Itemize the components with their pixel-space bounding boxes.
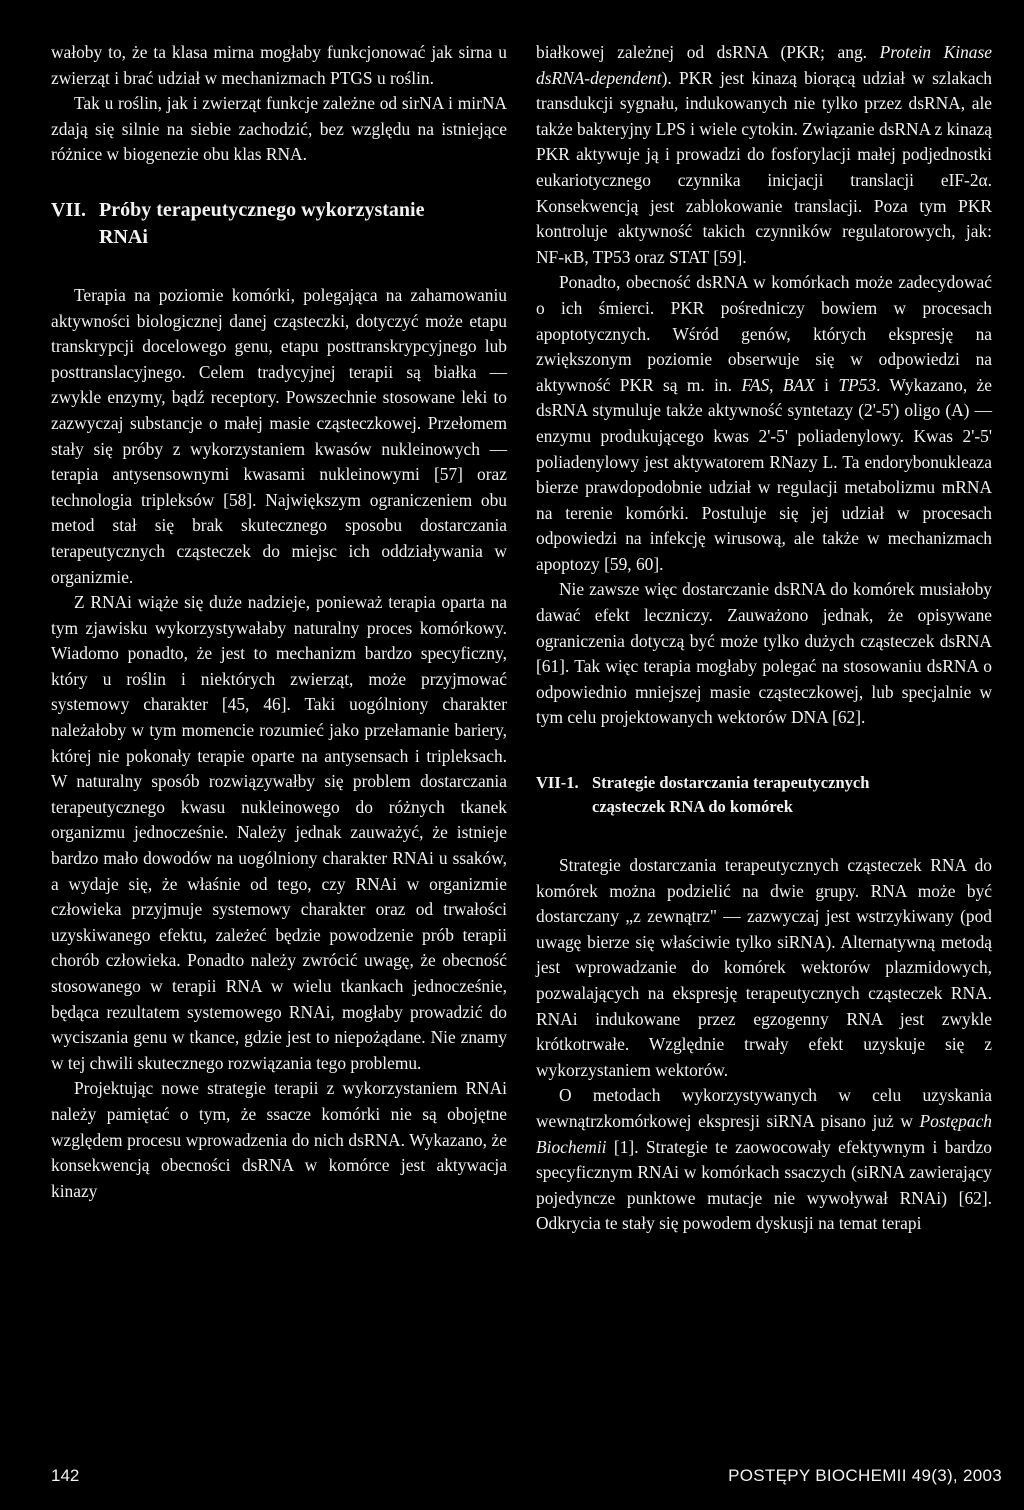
page-number: 142 (51, 1466, 80, 1485)
gene-name: FAS (741, 374, 770, 395)
subsection-title-line: Strategie dostarczania terapeutycznych (592, 773, 870, 793)
paragraph: Terapia na poziomie komórki, polegająca na zahamowaniu aktywności biologicznej danej cząsteczki, dotyczyć może etapu transkrypcji docelowego genu, etapu posttranskrypcyjnego lub posttranslacyjnego. Celem tradycyjnej terapii są białka — zwykle enzymy, bądź receptory. Powszechnie stosowane leki to zazwyczaj substancje o małej masie cząsteczkowej. Przełomem stały się próby z wykorzystaniem kwasów nukleinowych — terapia antysensownymi kwasami nukleinowymi [57] oraz technologia tripleksów [58]. Największym ograniczeniem obu metod stał się brak skutecznego sposobu dostarczania terapeutycznych cząsteczek do miejsc ich oddziaływania w organizmie. (51, 284, 507, 587)
text-run: Ponadto, obecność dsRNA w komórkach może zadecydować o ich śmierci. PKR pośredniczy bowiem w procesach apoptotycznych. Wśród genów, których ekspresję na zwiększonym poziomie obserwuje się w odpowiedzi na aktywność PKR są m. in. (536, 272, 992, 395)
paragraph (536, 1083, 992, 1237)
section-title-line: Próby terapeutycznego wykorzystanie (99, 198, 425, 221)
paragraph (536, 40, 992, 270)
paragraph: Projektując nowe strategie terapii z wykorzystaniem RNAi należy pamiętać o tym, że ssacze komórki nie są obojętne względem procesu wprowadzenia do nich dsRNA. Wykazano, że konsekwencją obecności dsRNA w komórce jest aktywacja kinazy (51, 1078, 507, 1201)
gene-name: TP53 (838, 374, 877, 395)
paragraph: Z RNAi wiąże się duże nadzieje, ponieważ terapia oparta na tym zjawisku wykorzystywałaby naturalny proces komórkowy. Wiadomo ponadto, że jest to mechanizm bardzo specyficzny, który u roślin i niektórych zwierząt, może przyjmować systemowy charakter [45, 46]. Taki uogólniony charakter należałoby w tym momencie rozumieć jako przełamanie bariery, której nie pokonały terapie oparte na antysensach i tripleksach. W naturalny sposób rozwiązywałby się problem dostarczania terapeutycznego kwasu nukleinowego do różnych tkanek organizmu jednocześnie. Należy jednak zauważyć, że istnieje bardzo mało dowodów na uogólniony charakter RNAi u ssaków, a wydaje się, że właśnie od tego, czy RNAi w organizmie człowieka przyjmuje systemowy charakter oraz od trwałości uzyskiwanego efektu, zależeć będzie powodzenie prób terapii chorób człowieka. Ponadto należy zwrócić uwagę, że obecność stosowanego w terapii RNA w wielu tkankach jednocześnie, będąca rezultatem systemowego RNAi, mogłaby prowadzić do wyciszania genu w tkance, gdzie jest to niepożądane. Nie znamy w tej chwili skutecznego rozwiązania tego problemu. (51, 592, 507, 1073)
journal-name: Postępach Biochemii (536, 1110, 992, 1157)
text-run: O metodach wykorzystywanych w celu uzyskania wewnątrzkomórkowej ekspresji siRNA pisano już w (536, 1085, 992, 1131)
gene-name: BAX (782, 374, 815, 395)
right-column (536, 40, 992, 1237)
text-run: ). PKR jest kinazą biorącą udział w szlakach transdukcji sygnału, indukowanych nie tylko przez dsRNA, ale także bakteryjny LPS i wiele cytokin. Związanie dsRNA z kinazą PKR aktywuje ją i prowadzi do fosforylacji małej podjednostki eukariotycznego czynnika inicjacji translacji eIF-2α. Konsekwencją jest zablokowanie translacji. Poza tym PKR kontroluje aktywność takich czynników regulatorowych, jak: NF-κB, TP53 oraz STAT [59]. (536, 67, 992, 267)
text-run: . Wykazano, że dsRNA stymuluje także aktywność syntetazy (2'-5') oligo (A) — enzymu produkującego kwas 2'-5' poliadenylowy. Kwas 2'-5' poliadenylowy jest aktywatorem RNazy L. Ta endorybonukleaza bierze prawdopodobnie udział w regulacji metabolizmu mRNA na terenie komórki. Postuluje się jej udział w procesach odpowiedzi na infekcję wirusową, ale także w mechanizmach apoptozy [59, 60]. (536, 374, 992, 574)
paragraph: Tak u roślin, jak i zwierząt funkcje zależne od sirNA i mirNA zdają się silnie na siebie zachodzić, bez względu na istniejące różnice w biogenezie obu klas RNA. (51, 93, 507, 165)
section-number: VII. (51, 198, 87, 221)
paragraph (536, 270, 992, 577)
text-run: [1]. Strategie te zaowocowały efektywnym i bardzo specyficznym RNAi w komórkach ssaczych (siRNA zawierający pojedyncze punktowe mutacje nie wywoływał RNAi) [62]. Odkrycia te stały się powodem dyskusji na temat terapi (536, 1136, 992, 1234)
page-footer (0, 1466, 1024, 1496)
italic-term: Protein Kinase dsRNA-dependent (536, 42, 992, 88)
text-run: i (814, 374, 839, 395)
section-title-line: RNAi (99, 225, 148, 248)
subsection-heading (536, 771, 992, 819)
paragraph: wałoby to, że ta klasa mirna mogłaby funkcjonować jak sirna u zwierząt i brać udział w mechanizmach PTGS u roślin. (51, 42, 507, 88)
paragraph: Nie zawsze więc dostarczanie dsRNA do komórek musiałoby dawać efekt leczniczy. Zauważono jednak, że opisywane ograniczenia dotyczą być może tylko dużych cząsteczek dsRNA [61]. Tak więc terapia mogłaby polegać na stosowaniu dsRNA o odpowiednio mniejszej masie cząsteczkowej, lub specjalnie w tym celu projektowanych wektorów DNA [62]. (536, 579, 992, 728)
left-column (51, 40, 507, 1204)
section-heading (51, 197, 507, 251)
text-run: białkowej zależnej od dsRNA (PKR; ang. (536, 42, 880, 62)
journal-citation: POSTĘPY BIOCHEMII 49(3), 2003 (728, 1466, 1002, 1485)
paragraph: Strategie dostarczania terapeutycznych cząsteczek RNA do komórek można podzielić na dwie grupy. RNA może być dostarczany „z zewnątrz" — zazwyczaj jest wstrzykiwany (pod uwagę bierze się właściwie tylko siRNA). Alternatywną metodą jest wprowadzanie do komórek wektorów plazmidowych, pozwalających na ekspresję terapeutycznych cząsteczek RNA. RNAi indukowane przez egzogenny RNA jest zwykle krótkotrwałe. Względnie trwały efekt uzyskuje się z wykorzystaniem wektorów. (536, 855, 992, 1080)
text-run: , (769, 374, 783, 395)
subsection-number: VII-1. (536, 773, 579, 793)
subsection-title-line: cząsteczek RNA do komórek (592, 797, 793, 817)
